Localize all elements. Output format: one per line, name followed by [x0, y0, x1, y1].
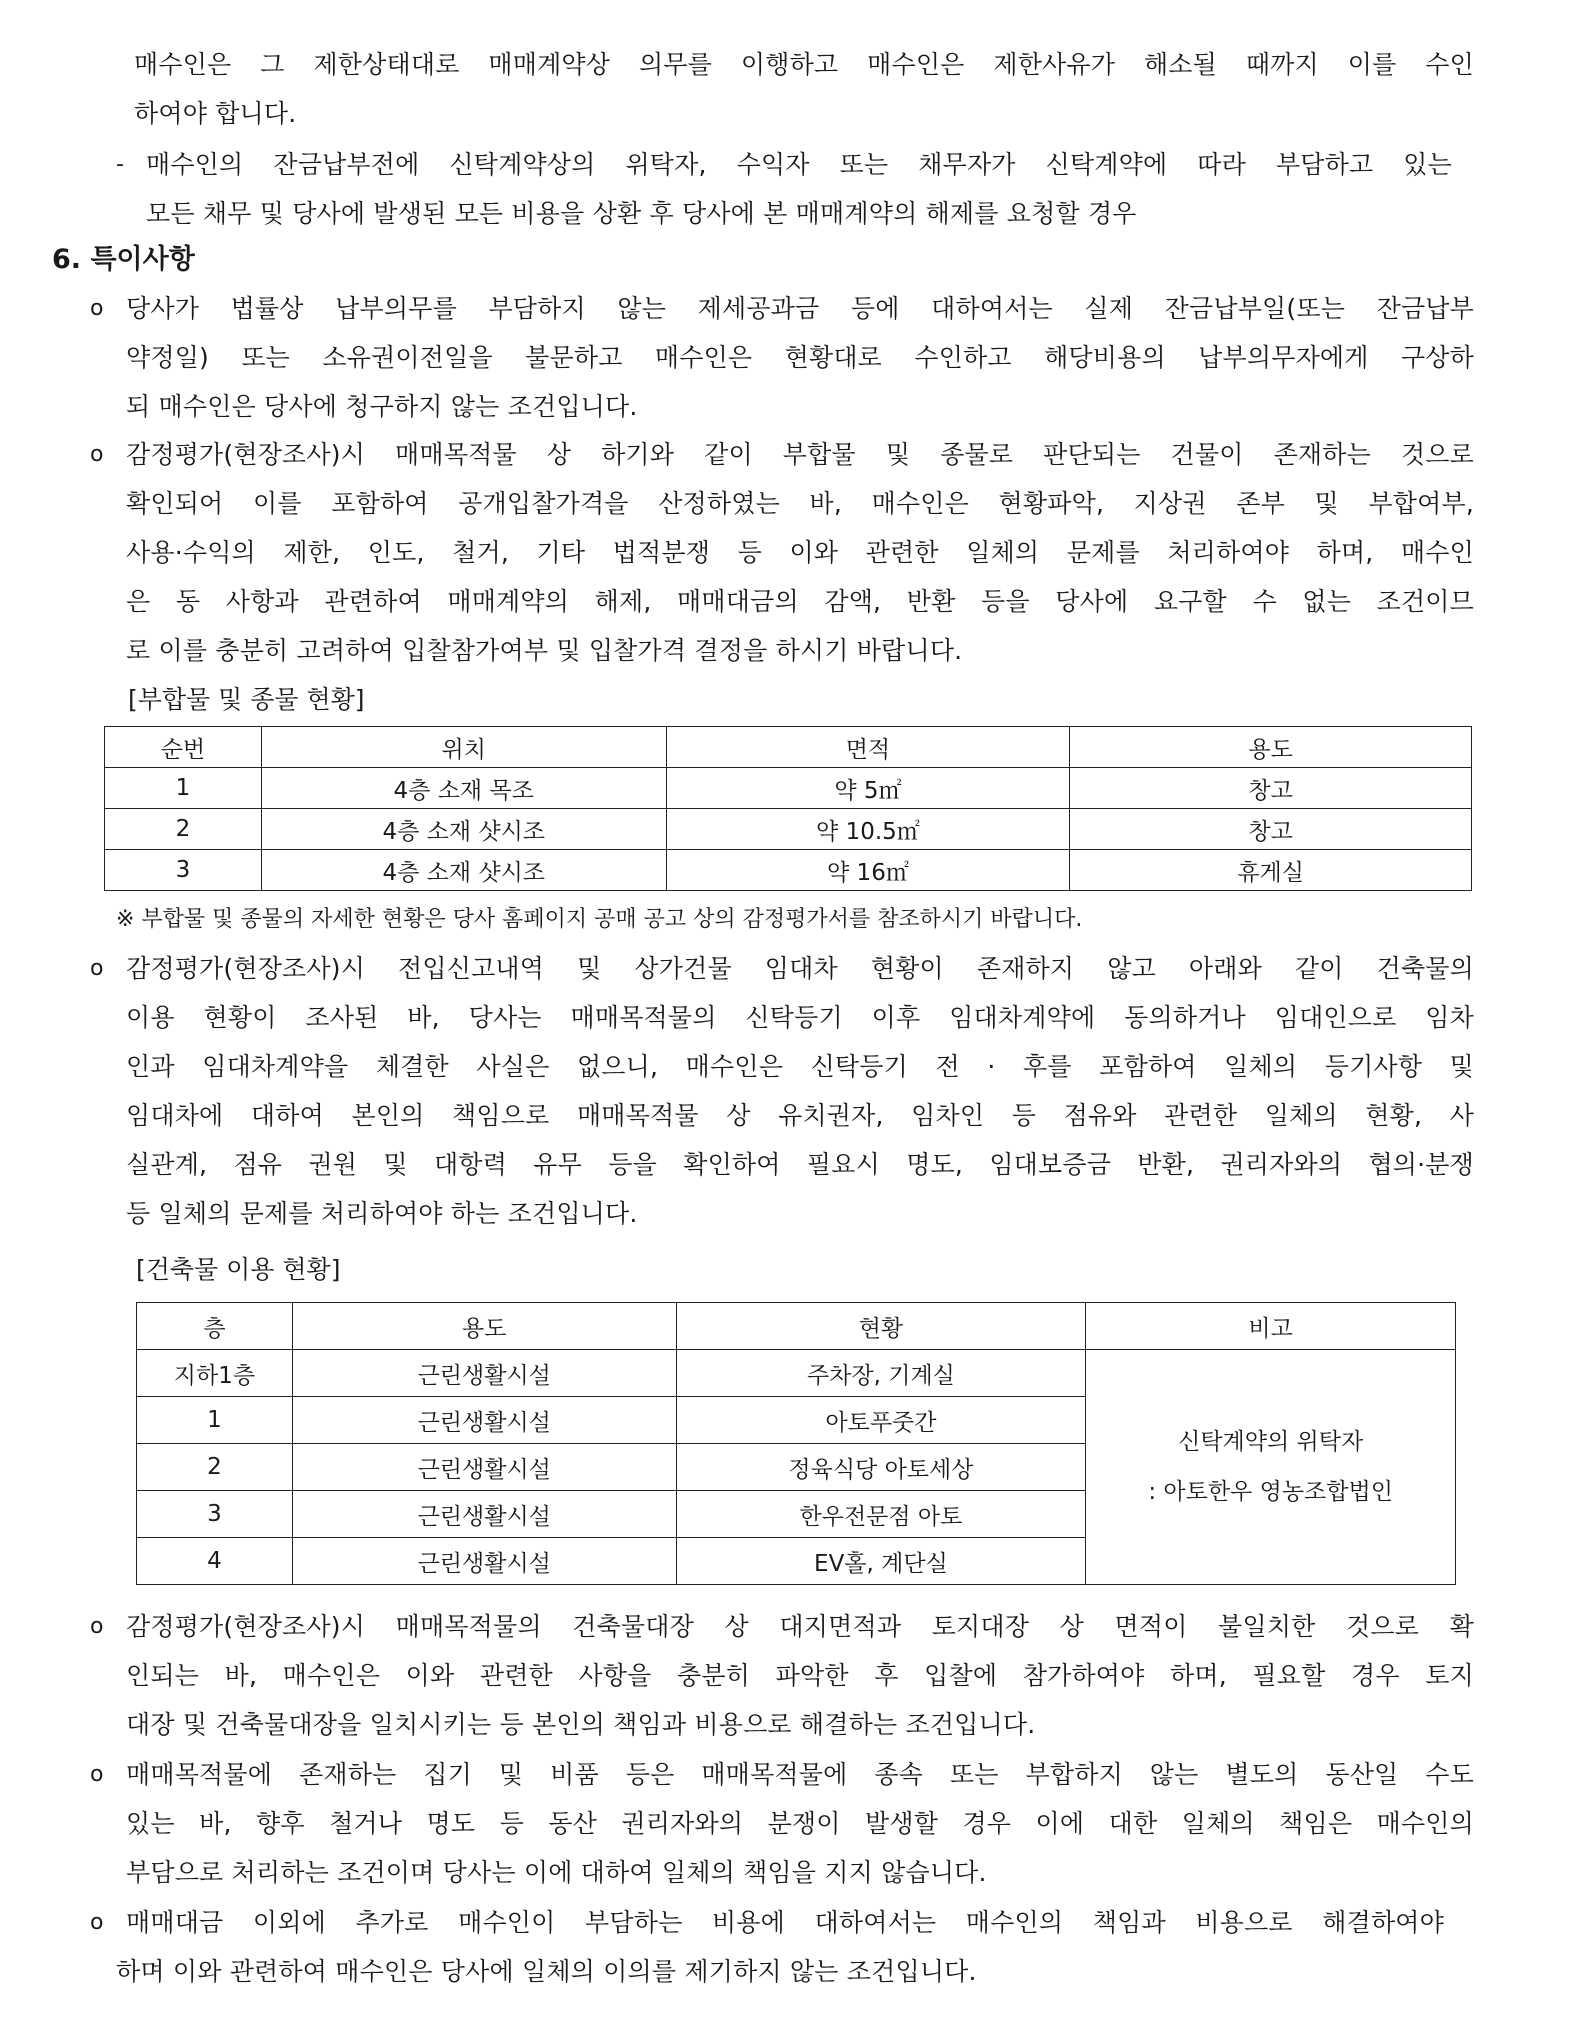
table-cell: 4층 소재 목조: [261, 768, 666, 809]
text-line: 은 동 사항과 관련하여 매매계약의 해제, 매매대금의 감액, 반환 등을 당사에 요구할 수 없는 조건이므: [126, 587, 1474, 616]
table-header-row: [105, 727, 1472, 768]
text-line: 되 매수인은 당사에 청구하지 않는 조건입니다.: [126, 392, 638, 421]
table-cell: 창고: [1070, 768, 1472, 809]
table-row: [105, 850, 1472, 891]
text-line: 감정평가(현장조사)시 전입신고내역 및 상가건물 임대차 현황이 존재하지 않고 아래와 같이 건축물의: [126, 954, 1474, 983]
table-row: [137, 1350, 1456, 1397]
bullet-item: [126, 430, 1474, 675]
remark-cell: [1086, 1350, 1456, 1585]
bullet-marker: o: [90, 296, 104, 321]
bullet-marker: o: [90, 1910, 104, 1935]
column-header: 층: [137, 1303, 293, 1350]
table-cell: 2: [137, 1444, 293, 1491]
table-caption: [부합물 및 종물 현황]: [128, 685, 365, 714]
text-line: 감정평가(현장조사)시 매매목적물 상 하기와 같이 부합물 및 종물로 판단되는 건물이 존재하는 것으로: [126, 440, 1474, 469]
bullet-marker: o: [90, 1614, 104, 1639]
table-cell: 약 16㎡: [666, 850, 1070, 891]
column-header: 용도: [292, 1303, 676, 1350]
column-header: 순번: [105, 727, 262, 768]
table-cell: 한우전문점 아토: [676, 1491, 1086, 1538]
text-line: 인과 임대차계약을 체결한 사실은 없으니, 매수인은 신탁등기 전 · 후를 포함하여 일체의 등기사항 및: [126, 1052, 1474, 1081]
table-header-row: [137, 1303, 1456, 1350]
text-line: 로 이를 충분히 고려하여 입찰참가여부 및 입찰가격 결정을 하시기 바랍니다.: [126, 636, 963, 665]
column-header: 면적: [666, 727, 1070, 768]
dash-item: [146, 140, 1452, 238]
table-cell: 주차장, 기계실: [676, 1350, 1086, 1397]
section-heading: 6. 특이사항: [52, 244, 195, 275]
building-usage-table: [136, 1302, 1456, 1585]
table-cell: 근린생활시설: [292, 1350, 676, 1397]
text-line: 약정일) 또는 소유권이전일을 불문하고 매수인은 현황대로 수인하고 해당비용의 납부의무자에게 구상하: [126, 343, 1474, 372]
table-cell: 지하1층: [137, 1350, 293, 1397]
table-cell: 휴게실: [1070, 850, 1472, 891]
bullet-marker: o: [90, 442, 104, 467]
text-line: 실관계, 점유 권원 및 대항력 유무 등을 확인하여 필요시 명도, 임대보증금 반환, 권리자와의 협의·분쟁: [126, 1150, 1474, 1179]
text-line: 이용 현황이 조사된 바, 당사는 매매목적물의 신탁등기 이후 임대차계약에 동의하거나 임대인으로 임차: [126, 1003, 1474, 1032]
table-cell: 아토푸줏간: [676, 1397, 1086, 1444]
table-cell: 창고: [1070, 809, 1472, 850]
text-line: 부담으로 처리하는 조건이며 당사는 이에 대하여 일체의 책임을 지지 않습니다.: [126, 1858, 987, 1887]
table-cell: 1: [105, 768, 262, 809]
text-line: 감정평가(현장조사)시 매매목적물의 건축물대장 상 대지면적과 토지대장 상 면적이 불일치한 것으로 확: [126, 1612, 1474, 1641]
table-cell: 3: [105, 850, 262, 891]
text-line: 인되는 바, 매수인은 이와 관련한 사항을 충분히 파악한 후 입찰에 참가하여야 하며, 필요할 경우 토지: [126, 1661, 1474, 1690]
bullet-marker: o: [90, 956, 104, 981]
bullet-item: [126, 1898, 1444, 1947]
remark-line: 신탁계약의 위탁자: [1178, 1429, 1364, 1455]
table-cell: 근린생활시설: [292, 1444, 676, 1491]
column-header: 비고: [1086, 1303, 1456, 1350]
text-line: 매매목적물에 존재하는 집기 및 비품 등은 매매목적물에 종속 또는 부합하지 않는 별도의 동산일 수도: [126, 1760, 1474, 1789]
table-row: [105, 809, 1472, 850]
table-cell: 약 5㎡: [666, 768, 1070, 809]
bullet-item: [126, 284, 1474, 431]
text-line: 있는 바, 향후 철거나 명도 등 동산 권리자와의 분쟁이 발생할 경우 이에 대한 일체의 책임은 매수인의: [126, 1809, 1474, 1838]
table-cell: 근린생활시설: [292, 1538, 676, 1585]
appurtenance-table: [104, 726, 1472, 891]
table-cell: 2: [105, 809, 262, 850]
text-line: 매수인은 그 제한상태대로 매매계약상 의무를 이행하고 매수인은 제한사유가 해소될 때까지 이를 수인: [134, 50, 1474, 79]
table-cell: 약 10.5㎡: [666, 809, 1070, 850]
table-cell: 근린생활시설: [292, 1491, 676, 1538]
text-line: 등 일체의 문제를 처리하여야 하는 조건입니다.: [126, 1199, 638, 1228]
bullet-item-continuation: [116, 1947, 1316, 1996]
text-line: 임대차에 대하여 본인의 책임으로 매매목적물 상 유치권자, 임차인 등 점유와 관련한 일체의 현황, 사: [126, 1101, 1474, 1130]
bullet-item: [126, 1750, 1474, 1897]
column-header: 위치: [261, 727, 666, 768]
bullet-marker: o: [90, 1762, 104, 1787]
text-line: 모든 채무 및 당사에 발생된 모든 비용을 상환 후 당사에 본 매매계약의 해제를 요청할 경우: [146, 199, 1137, 228]
table-row: [105, 768, 1472, 809]
text-line: 하여야 합니다.: [134, 99, 297, 128]
table-cell: 4층 소재 샷시조: [261, 809, 666, 850]
text-line: 사용·수익의 제한, 인도, 철거, 기타 법적분쟁 등 이와 관련한 일체의 문제를 처리하여야 하며, 매수인: [126, 538, 1474, 567]
column-header: 용도: [1070, 727, 1472, 768]
text-line: 매수인의 잔금납부전에 신탁계약상의 위탁자, 수익자 또는 채무자가 신탁계약에 따라 부담하고 있는: [146, 150, 1452, 179]
bullet-item: [126, 944, 1474, 1238]
table-note: ※ 부합물 및 종물의 자세한 현황은 당사 홈페이지 공매 공고 상의 감정평가서를 참조하시기 바랍니다.: [116, 907, 1083, 932]
text-line: 당사가 법률상 납부의무를 부담하지 않는 제세공과금 등에 대하여서는 실제 잔금납부일(또는 잔금납부: [126, 294, 1474, 323]
dash-marker: -: [116, 152, 124, 177]
text-line: 대장 및 건축물대장을 일치시키는 등 본인의 책임과 비용으로 해결하는 조건입니다.: [126, 1710, 1036, 1739]
table-cell: 4: [137, 1538, 293, 1585]
remark-line: : 아토한우 영농조합법인: [1148, 1479, 1393, 1505]
table-cell: 1: [137, 1397, 293, 1444]
continuation-paragraph: [134, 40, 1474, 138]
text-line: 매매대금 이외에 추가로 매수인이 부담하는 비용에 대하여서는 매수인의 책임과 비용으로 해결하여야: [126, 1908, 1444, 1937]
table-cell: 4층 소재 샷시조: [261, 850, 666, 891]
table-cell: EV홀, 계단실: [676, 1538, 1086, 1585]
table-cell: 근린생활시설: [292, 1397, 676, 1444]
text-line: 하며 이와 관련하여 매수인은 당사에 일체의 이의를 제기하지 않는 조건입니다.: [116, 1957, 977, 1986]
column-header: 현황: [676, 1303, 1086, 1350]
table-cell: 3: [137, 1491, 293, 1538]
text-line: 확인되어 이를 포함하여 공개입찰가격을 산정하였는 바, 매수인은 현황파악, 지상권 존부 및 부합여부,: [126, 489, 1474, 518]
table-caption: [건축물 이용 현황]: [136, 1255, 341, 1284]
bullet-item: [126, 1602, 1474, 1749]
table-cell: 정육식당 아토세상: [676, 1444, 1086, 1491]
